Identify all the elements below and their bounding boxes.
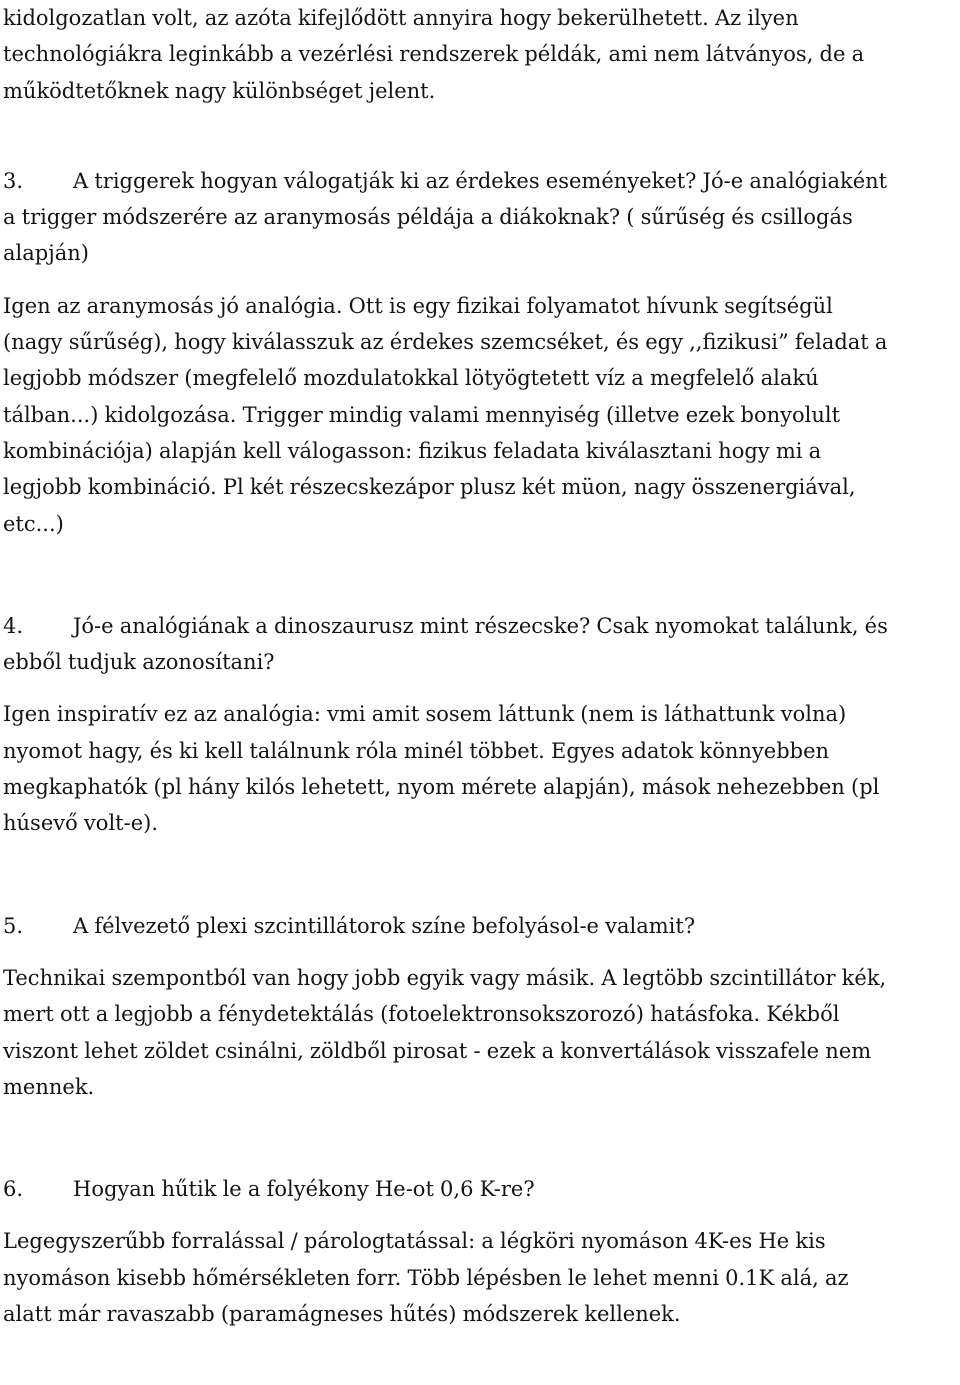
question-text: Hogyan hűtik le a folyékony He-ot 0,6 K-re? bbox=[73, 1177, 535, 1202]
question-6 bbox=[3, 1171, 957, 1207]
intro-line: kidolgozatlan volt, az azóta kifejlődött annyira hogy bekerülhetett. Az ilyen bbox=[3, 6, 799, 30]
question-5 bbox=[3, 908, 957, 944]
question-text: Jó-e analógiának a dinoszaurusz mint részecske? Csak nyomokat találunk, és bbox=[73, 613, 888, 638]
answer-4 bbox=[3, 696, 957, 841]
answer-line: húsevő volt-e). bbox=[3, 811, 158, 836]
answer-6 bbox=[3, 1223, 957, 1332]
answer-line: Igen az aranymosás jó analógia. Ott is egy fizikai folyamatot hívunk segítségül bbox=[3, 293, 833, 318]
spacer bbox=[3, 944, 957, 960]
spacer bbox=[3, 272, 957, 288]
answer-line: viszont lehet zöldet csinálni, zöldből pirosat - ezek a konvertálások visszafele nem bbox=[3, 1038, 872, 1063]
question-line bbox=[3, 1171, 957, 1207]
answer-line: Technikai szempontból van hogy jobb egyik vagy másik. A legtöbb szcintillátor kék, bbox=[3, 965, 887, 990]
question-line: alapján) bbox=[3, 241, 89, 266]
answer-line: (nagy sűrűség), hogy kiválasszuk az érdekes szemcséket, és egy ,,fizikusi” feladat a bbox=[3, 330, 888, 355]
spacer bbox=[3, 109, 957, 163]
spacer bbox=[3, 680, 957, 696]
intro-line: technológiákra leginkább a vezérlési rendszerek példák, ami nem látványos, de a bbox=[3, 42, 865, 67]
answer-3 bbox=[3, 288, 957, 542]
question-line: ebből tudjuk azonosítani? bbox=[3, 650, 275, 675]
question-number: 6. bbox=[3, 1177, 24, 1202]
document-page bbox=[3, 0, 957, 1332]
answer-line: nyomot hagy, és ki kell találnunk róla minél többet. Egyes adatok könnyebben bbox=[3, 738, 830, 763]
question-number: 5. bbox=[3, 913, 24, 938]
intro-paragraph bbox=[3, 0, 957, 109]
question-text: A félvezető plexi szcintillátorok színe befolyásol-e valamit? bbox=[73, 913, 696, 938]
question-line: a trigger módszerére az aranymosás példája a diákoknak? ( sűrűség és csillogás bbox=[3, 205, 853, 230]
answer-line: kombinációja) alapján kell válogasson: fizikus feladata kiválasztani hogy mi a bbox=[3, 438, 822, 463]
question-line bbox=[3, 608, 957, 644]
question-line bbox=[3, 163, 957, 199]
spacer bbox=[3, 842, 957, 908]
answer-line: Igen inspiratív ez az analógia: vmi amit sosem láttunk (nem is láthattunk volna) bbox=[3, 702, 847, 727]
answer-line: alatt már ravaszabb (paramágneses hűtés) módszerek kellenek. bbox=[3, 1302, 681, 1327]
answer-line: mert ott a legjobb a fénydetektálás (fotoelektronsokszorozó) hatásfoka. Kékből bbox=[3, 1002, 840, 1027]
spacer bbox=[3, 542, 957, 608]
answer-line: nyomáson kisebb hőmérsékleten forr. Több lépésben le lehet menni 0.1K alá, az bbox=[3, 1265, 849, 1290]
spacer bbox=[3, 1207, 957, 1223]
answer-line: legjobb kombináció. Pl két részecskezápor plusz két müon, nagy összenergiával, bbox=[3, 475, 856, 500]
question-3 bbox=[3, 163, 957, 272]
answer-line: megkaphatók (pl hány kilós lehetett, nyom mérete alapján), mások nehezebben (pl bbox=[3, 775, 880, 800]
answer-line: tálban...) kidolgozása. Trigger mindig valami mennyiség (illetve ezek bonyolult bbox=[3, 402, 841, 427]
answer-line: etc...) bbox=[3, 511, 64, 536]
answer-5 bbox=[3, 960, 957, 1105]
answer-line: legjobb módszer (megfelelő mozdulatokkal lötyögtetett víz a megfelelő alakú bbox=[3, 366, 819, 391]
answer-line: Legegyszerűbb forralással / párologtatással: a légköri nyomáson 4K-es He kis bbox=[3, 1229, 826, 1254]
question-text: A triggerek hogyan válogatják ki az érdekes eseményeket? Jó-e analógiaként bbox=[73, 168, 888, 193]
spacer bbox=[3, 1105, 957, 1171]
intro-line: működtetőknek nagy különbséget jelent. bbox=[3, 78, 436, 103]
question-number: 4. bbox=[3, 613, 24, 638]
question-4 bbox=[3, 608, 957, 681]
question-line bbox=[3, 908, 957, 944]
question-number: 3. bbox=[3, 168, 24, 193]
answer-line: mennek. bbox=[3, 1074, 95, 1099]
